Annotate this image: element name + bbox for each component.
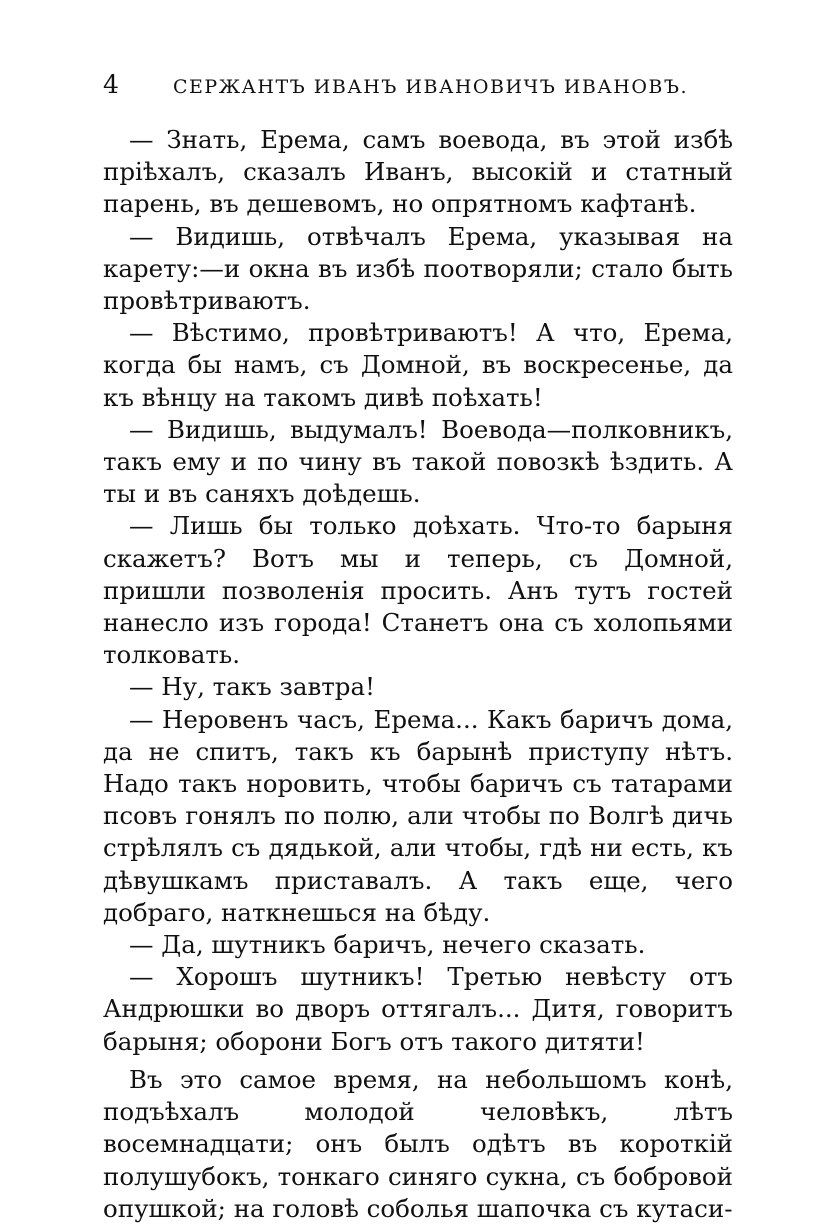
paragraph: — Видишь, выдумалъ! Воевода—полковникъ, такъ ему и по чину въ такой повозкѣ ѣздить. А ты и въ саняхъ доѣдешь. bbox=[103, 414, 733, 509]
paragraph: — Лишь бы только доѣхать. Что-то барыня скажетъ? Вотъ мы и теперь, съ Домной, пришли позволенія просить. Анъ тутъ гостей нанесло изъ города! Станетъ она съ холопьями толковать. bbox=[103, 511, 733, 670]
paragraph: — Ну, такъ завтра! bbox=[129, 672, 375, 702]
paragraph: — Неровенъ часъ, Ерема... Какъ баричъ дома, да не спитъ, такъ къ барынѣ приступу нѣтъ. Надо такъ норовить, чтобы баричъ съ татарами псовъ гонялъ по полю, али чтобы по Волгѣ дичь стрѣлялъ съ дядькой, али чтобы, гдѣ ни есть, къ дѣвушкамъ приставалъ. А такъ еще, чего добраго, наткнешься на бѣду. bbox=[103, 704, 733, 927]
paragraph: — Видишь, отвѣчалъ Ерема, указывая на карету:—и окна въ избѣ поотворяли; стало быть провѣтриваютъ. bbox=[103, 221, 733, 316]
paragraph: — Вѣстимо, провѣтриваютъ! А что, Ерема, когда бы намъ, съ Домной, въ воскресенье, да къ вѣнцу на такомъ дивѣ поѣхать! bbox=[103, 318, 733, 412]
body-text bbox=[103, 124, 733, 1225]
running-title: СЕРЖАНТЪ ИВАНЪ ИВАНОВИЧЪ ИВАНОВЪ. bbox=[173, 76, 689, 98]
running-head bbox=[103, 70, 733, 106]
paragraph: — Знать, Ерема, самъ воевода, въ этой избѣ пріѣхалъ, сказалъ Иванъ, высокій и статный парень, въ дешевомъ, но опрятномъ кафтанѣ. bbox=[103, 125, 733, 219]
paragraph: Въ это самое время, на небольшомъ конѣ, подъѣхалъ молодой человѣкъ, лѣтъ восемнадцати; онъ былъ одѣтъ въ короткій полушубокъ, тонкаго синяго сукна, съ бобровой опушкой; на головѣ соболья шапочка съ кутаси- bbox=[103, 1064, 733, 1223]
paragraph: — Да, шутникъ баричъ, нечего сказать. bbox=[129, 930, 646, 960]
page-number: 4 bbox=[103, 70, 119, 99]
book-page bbox=[103, 70, 733, 1225]
paragraph: — Хорошъ шутникъ! Третью невѣсту отъ Андрюшки во дворъ оттягалъ... Дитя, говоритъ барыня; оборони Богъ отъ такого дитяти! bbox=[103, 962, 733, 1056]
